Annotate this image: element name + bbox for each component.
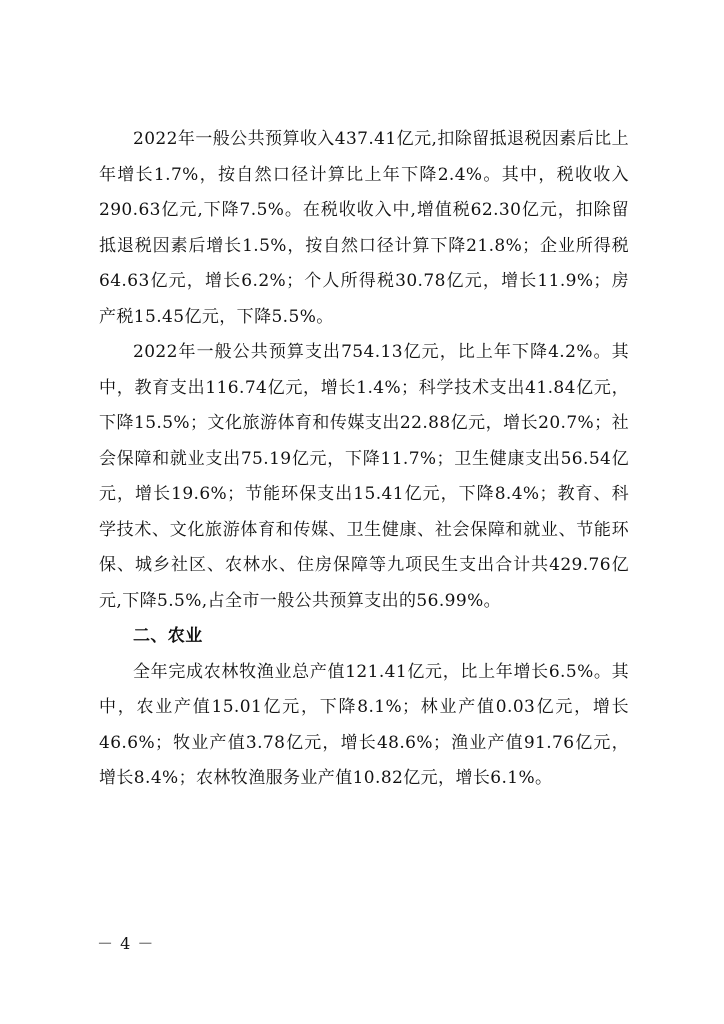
agriculture-paragraph: 全年完成农林牧渔业总产值121.41亿元，比上年增长6.5%。其中，农业产值15.01亿元，下降8.1%；林业产值0.03亿元，增长46.6%；牧业产值3.78亿元，增长48.6%；渔业产值91.76亿元，增长8.4%；农林牧渔服务业产值10.82亿元，增长6.1%。 (99, 661, 629, 788)
budget-revenue-paragraph: 2022年一般公共预算收入437.41亿元,扣除留抵退税因素后比上年增长1.7%，按自然口径计算比上年下降2.4%。其中，税收收入290.63亿元,下降7.5%。在税收收入中,增值税62.30亿元，扣除留抵退税因素后增长1.5%，按自然口径计算下降21.8%；企业所得税64.63亿元，增长6.2%；个人所得税30.78亿元，增长11.9%；房产税15.45亿元，下降5.5%。 (99, 129, 629, 327)
budget-expenditure-paragraph: 2022年一般公共预算支出754.13亿元，比上年下降4.2%。其中，教育支出116.74亿元，增长1.4%；科学技术支出41.84亿元，下降15.5%；文化旅游体育和传媒支出22.88亿元，增长20.7%；社会保障和就业支出75.19亿元，下降11.7%；卫生健康支出56.54亿元，增长19.6%；节能环保支出15.41亿元，下降8.4%；教育、科学技术、文化旅游体育和传媒、卫生健康、社会保障和就业、节能环保、城乡社区、农林水、住房保障等九项民生支出合计共429.76亿元,下降5.5%,占全市一般公共预算支出的56.99%。 (99, 342, 629, 611)
page-number: － 4 － (97, 934, 155, 953)
document-body (99, 122, 629, 797)
section-heading-agriculture: 二、农业 (133, 626, 203, 646)
